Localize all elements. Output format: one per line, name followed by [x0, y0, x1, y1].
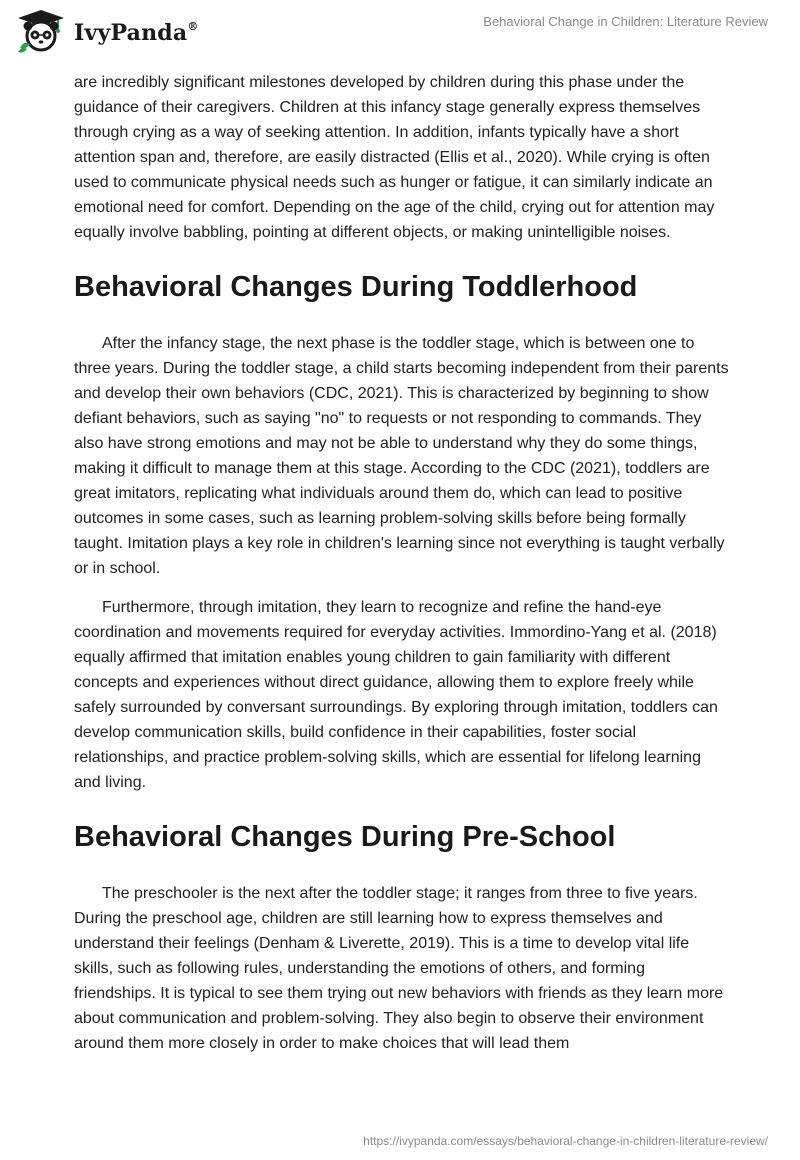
- section-heading-toddlerhood: Behavioral Changes During Toddlerhood: [74, 271, 638, 303]
- body-paragraph: After the infancy stage, the next phase is the toddler stage, which is between one to three years. During the toddler stage, a child starts becoming independent from their parents and develop their own behaviors (CDC, 2021). This is characterized by beginning to show defiant behaviors, such as saying "no" to requests or not responding to commands. They also have strong emotions and may not be able to understand why they do some things, making it difficult to manage them at this stage. According to the CDC (2021), toddlers are great imitators, replicating what individuals around them do, which can lead to positive outcomes in some cases, such as learning problem-solving skills before being formally taught. Imitation plays a key role in children's learning since not everything is taught verbally or in school.: [74, 335, 729, 577]
- brand-name: IvyPanda®: [74, 19, 199, 46]
- body-paragraph: Furthermore, through imitation, they learn to recognize and refine the hand-eye coordination and movements required for everyday activities. Immordino-Yang et al. (2018) equally affirmed that imitation enables young children to gain familiarity with different concepts and experiences without direct guidance, allowing them to explore freely while safely surrounded by conversant surroundings. By exploring through imitation, toddlers can develop communication skills, build confidence in their capabilities, foster social relationships, and practice problem-solving skills, which are essential for lifelong learning and living.: [74, 599, 718, 791]
- ivypanda-logo[interactable]: [14, 8, 199, 54]
- trademark-mark: ®: [187, 19, 199, 33]
- essay-body: [74, 70, 730, 1070]
- source-url[interactable]: https://ivypanda.com/essays/behavioral-change-in-children-literature-review/: [363, 1134, 768, 1148]
- section-heading-preschool: Behavioral Changes During Pre-School: [74, 821, 616, 853]
- body-paragraph: are incredibly significant milestones developed by children during this phase under the guidance of their caregivers. Children at this infancy stage generally express themselves through crying as a way of seeking attention. In addition, infants typically have a short attention span and, therefore, are easily distracted (Ellis et al., 2020). While crying is often used to communicate physical needs such as hunger or fatigue, it can similarly indicate an emotional need for comfort. Depending on the age of the child, crying out for attention may equally involve babbling, pointing at different objects, or making unintelligible noises.: [74, 74, 715, 241]
- page-header: [0, 0, 800, 64]
- document-title: Behavioral Change in Children: Literature Review: [483, 14, 768, 29]
- panda-graduate-icon: [14, 8, 68, 54]
- body-paragraph: The preschooler is the next after the toddler stage; it ranges from three to five years. During the preschool age, children are still learning how to express themselves and understand their feelings (Denham & Liverette, 2019). This is a time to develop vital life skills, such as following rules, understanding the emotions of others, and forming friendships. It is typical to see them trying out new behaviors with friends as they learn more about communication and problem-solving. They also begin to observe their environment around them more closely in order to make choices that will lead them: [74, 885, 724, 1052]
